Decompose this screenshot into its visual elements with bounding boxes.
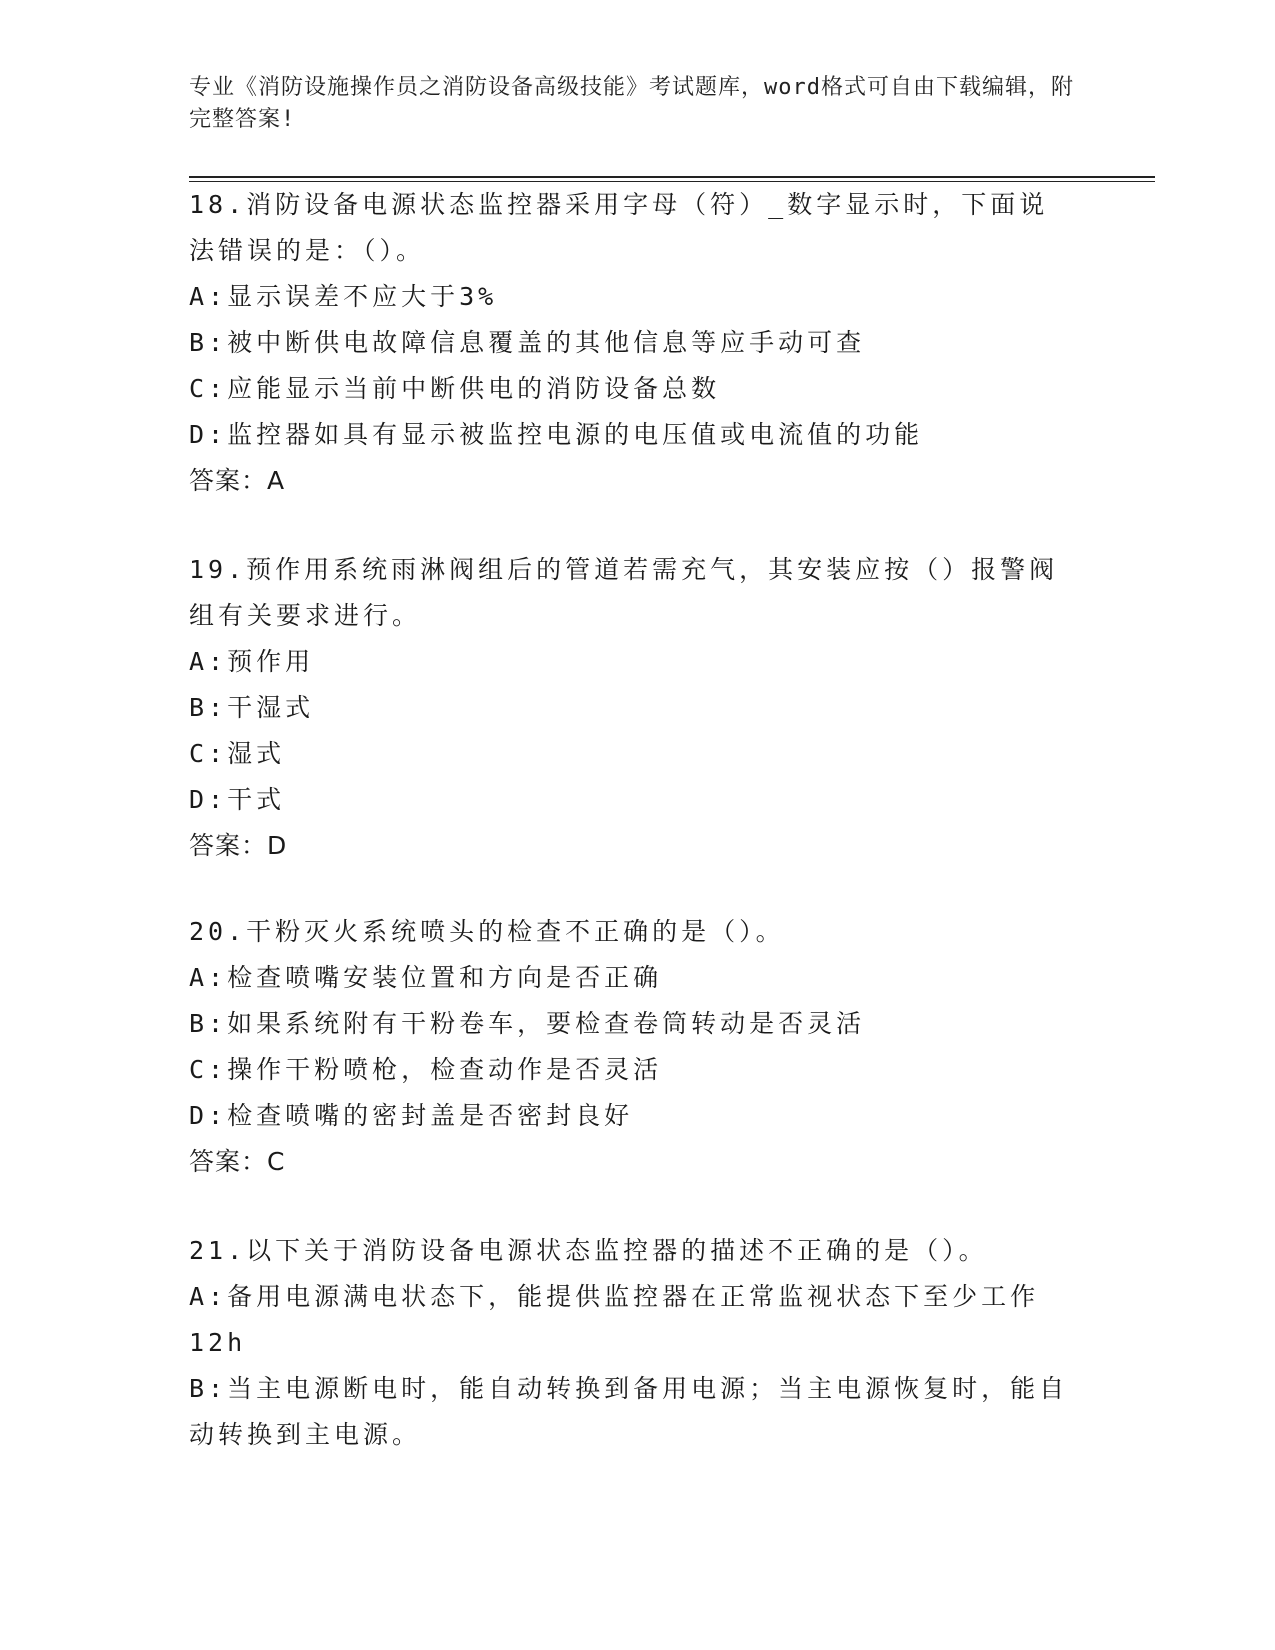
option-d: D:监控器如具有显示被监控电源的电压值或电流值的功能: [189, 420, 924, 449]
option-d: D:检查喷嘴的密封盖是否密封良好: [189, 1101, 634, 1130]
answer: 答案：C: [189, 1147, 286, 1176]
answer: 答案：D: [189, 831, 288, 860]
option-a: A:备用电源满电状态下，能提供监控器在正常监视状态下至少工作12h: [189, 1282, 1040, 1357]
option-b: B:被中断供电故障信息覆盖的其他信息等应手动可查: [189, 328, 866, 357]
option-c: C:湿式: [189, 739, 286, 768]
option-b: B:干湿式: [189, 693, 315, 722]
option-b: B:如果系统附有干粉卷车，要检查卷筒转动是否灵活: [189, 1009, 866, 1038]
option-b: B:当主电源断电时，能自动转换到备用电源；当主电源恢复时，能自动转换到主电源。: [189, 1374, 1069, 1449]
answer: 答案：A: [189, 466, 286, 495]
option-a: A:显示误差不应大于3%: [189, 282, 498, 311]
question-stem: 18.消防设备电源状态监控器采用字母（符）_数字显示时，下面说法错误的是：（）。: [189, 190, 1049, 265]
option-c: C:操作干粉喷枪，检查动作是否灵活: [189, 1055, 663, 1084]
option-a: A:预作用: [189, 647, 315, 676]
question-stem: 21.以下关于消防设备电源状态监控器的描述不正确的是（）。: [189, 1236, 988, 1265]
option-d: D:干式: [189, 785, 286, 814]
question-21: [189, 1228, 1089, 1458]
question-20: [189, 909, 1089, 1185]
option-c: C:应能显示当前中断供电的消防设备总数: [189, 374, 721, 403]
question-18: [189, 182, 1089, 504]
question-stem: 20.干粉灭火系统喷头的检查不正确的是（）。: [189, 917, 785, 946]
question-stem: 19.预作用系统雨淋阀组后的管道若需充气，其安装应按（）报警阀组有关要求进行。: [189, 555, 1059, 630]
question-19: [189, 547, 1089, 869]
header-divider-thick: [189, 176, 1155, 178]
option-a: A:检查喷嘴安装位置和方向是否正确: [189, 963, 663, 992]
document-intro: 专业《消防设施操作员之消防设备高级技能》考试题库，word格式可自由下载编辑，附完整答案!: [189, 75, 1074, 132]
